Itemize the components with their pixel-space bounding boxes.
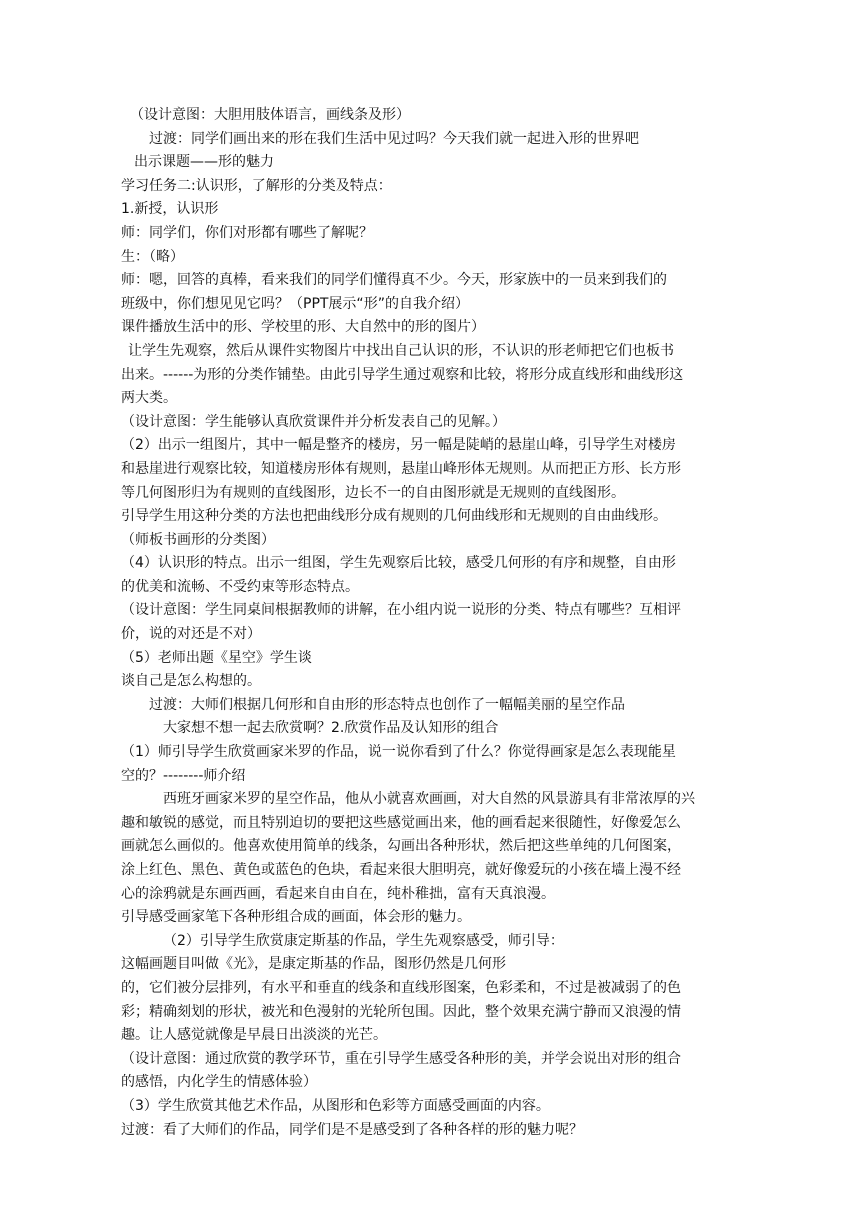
text-line: 让学生先观察，然后从课件实物图片中找出自己认识的形，不认识的形老师把它们也板书 xyxy=(128,342,674,359)
text-line: （设计意图：大胆用肢体语言，画线条及形） xyxy=(130,107,410,123)
text-line: （5）老师出题《星空》学生谈 xyxy=(121,649,312,666)
text-line: 课件播放生活中的形、学校里的形、大自然中的形的图片） xyxy=(121,319,485,336)
text-line: 两大类。 xyxy=(121,390,177,407)
text-line: 过渡：大师们根据几何形和自由形的形态特点也创作了一幅幅美丽的星空作品 xyxy=(149,696,625,713)
text-line: 这幅画题目叫做《光》，是康定斯基的作品，图形仍然是几何形 xyxy=(121,956,506,973)
text-line: 引导感受画家笔下各种形组合成的画面，体会形的魅力。 xyxy=(121,909,471,926)
text-line: 师：嗯，回答的真棒，看来我们的同学们懂得真不少。今天，形家族中的一员来到我们的 xyxy=(121,272,667,289)
text-line: 出示课题——形的魅力 xyxy=(134,154,274,171)
text-line: 过渡：看了大师们的作品，同学们是不是感受到了各种各样的形的魅力呢？ xyxy=(121,1121,583,1138)
text-line: 班级中，你们想见见它吗？（PPT展示“形”的自我介绍） xyxy=(121,295,469,312)
text-line: 引导学生用这种分类的方法也把曲线形分成有规则的几何曲线形和无规则的自由曲线形。 xyxy=(121,508,667,525)
text-line: 的感悟，内化学生的情感体验） xyxy=(121,1074,317,1091)
text-line: 1.新授，认识形 xyxy=(121,201,219,218)
text-line: 涂上红色、黑色、黄色或蓝色的色块，看起来很大胆明亮，就好像爱玩的小孩在墙上漫不经 xyxy=(121,862,681,878)
text-line: 西班牙画家米罗的星空作品，他从小就喜欢画画，对大自然的风景游具有非常浓厚的兴 xyxy=(163,791,695,808)
text-line: （4）认识形的特点。出示一组图，学生先观察后比较，感受几何形的有序和规整，自由形 xyxy=(121,555,676,572)
text-line: 价，说的对还是不对） xyxy=(121,626,261,643)
text-line: 谈自己是怎么构想的。 xyxy=(121,673,261,690)
text-line: （2）出示一组图片，其中一幅是整齐的楼房，另一幅是陡峭的悬崖山峰，引导学生对楼房 xyxy=(121,437,676,454)
text-line: 的，它们被分层排列，有水平和垂直的线条和直线形图案，色彩柔和，不过是被减弱了的色 xyxy=(121,979,681,996)
text-line: 过渡：同学们画出来的形在我们生活中见过吗？今天我们就一起进入形的世界吧 xyxy=(149,130,639,147)
text-line: （设计意图：学生同桌间根据教师的讲解，在小组内说一说形的分类、特点有哪些？互相评 xyxy=(121,602,681,619)
text-line: （师板书画形的分类图） xyxy=(121,531,275,548)
text-line: 等几何图形归为有规则的直线图形，边长不一的自由图形就是无规则的直线图形。 xyxy=(121,484,625,501)
text-line: 画就怎么画似的。他喜欢使用简单的线条，勾画出各种形状，然后把这些单纯的几何图案， xyxy=(121,838,681,855)
text-line: 空的？--------师介绍 xyxy=(121,767,246,784)
text-line: （2）引导学生欣赏康定斯基的作品，学生先观察感受，师引导： xyxy=(163,932,564,949)
text-line: 趣和敏锐的感觉，而且特别迫切的要把这些感觉画出来，他的画看起来很随性，好像爱怎么 xyxy=(121,814,681,831)
text-line: 的优美和流畅、不受约束等形态特点。 xyxy=(121,578,359,595)
text-line: 大家想不想一起去欣赏啊？2.欣赏作品及认知形的组合 xyxy=(163,720,499,737)
text-line: 趣。让人感觉就像是早晨日出淡淡的光芒。 xyxy=(121,1027,387,1044)
section-heading: 学习任务二:认识形，了解形的分类及特点： xyxy=(121,177,392,194)
text-line: （设计意图：通过欣赏的教学环节，重在引导学生感受各种形的美，并学会说出对形的组合 xyxy=(121,1050,681,1067)
text-line: （1）师引导学生欣赏画家米罗的作品，说一说你看到了什么？你觉得画家是怎么表现能星 xyxy=(121,744,676,761)
text-line: （设计意图：学生能够认真欣赏课件并分析发表自己的见解。） xyxy=(121,413,506,430)
text-line: 生：（略） xyxy=(121,248,184,265)
text-line: 彩；精确刻划的形状，被光和色漫射的光轮所包围。因此，整个效果充满宁静而又浪漫的情 xyxy=(121,1003,681,1020)
document-body xyxy=(121,104,730,1142)
text-line: 师：同学们，你们对形都有哪些了解呢？ xyxy=(121,224,373,241)
text-line: 和悬崖进行观察比较，知道楼房形体有规则，悬崖山峰形体无规则。从而把正方形、长方形 xyxy=(121,460,681,477)
text-line: 出来。------为形的分类作铺垫。由此引导学生通过观察和比较，将形分成直线形和曲线形这 xyxy=(121,366,684,383)
text-line: （3）学生欣赏其他艺术作品，从图形和色彩等方面感受画面的内容。 xyxy=(121,1097,550,1114)
text-line: 心的涂鸦就是东画西画，看起来自由自在，纯朴稚拙，富有天真浪漫。 xyxy=(121,885,555,902)
